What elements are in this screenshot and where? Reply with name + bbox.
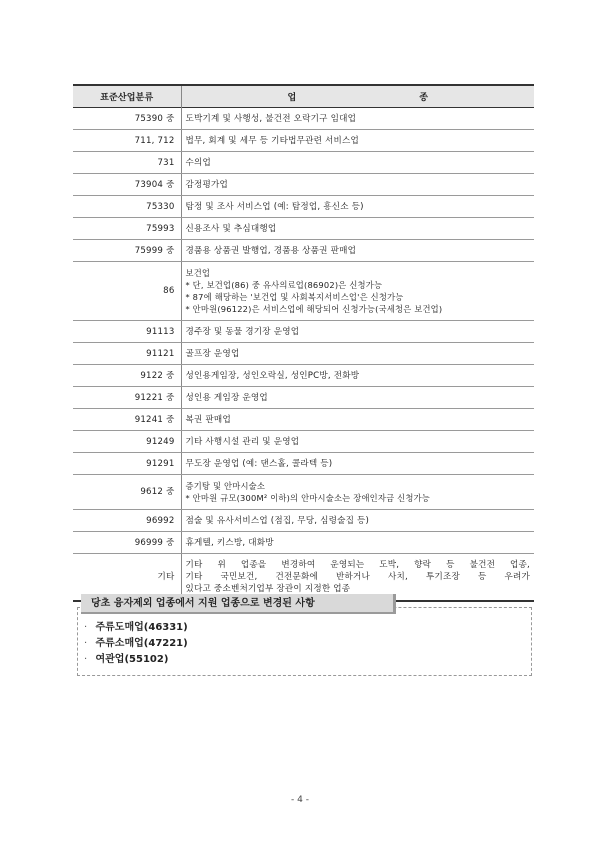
page-number: - 4 - [291, 795, 309, 805]
row-note: * 단, 보건업(86) 중 유사의료업(86902)은 신청가능 [185, 280, 383, 290]
table-header-row [73, 85, 534, 108]
list-item [84, 636, 188, 652]
row-desc: 성인용게임장, 성인오락실, 성인PC방, 전화방 [181, 365, 534, 387]
row-code: 73904 중 [73, 174, 181, 196]
row-code: 86 [73, 262, 181, 321]
section-title: 당초 융자제외 업종에서 지원 업종으로 변경된 사항 [81, 594, 396, 614]
table-row [73, 409, 534, 431]
row-desc: 성인용 게임장 운영업 [181, 387, 534, 409]
row-desc: 경품용 상품권 발행업, 경품용 상품권 판매업 [181, 240, 534, 262]
table-row [73, 218, 534, 240]
row-code: 75330 [73, 196, 181, 218]
table-row [73, 453, 534, 475]
row-code: 91249 [73, 431, 181, 453]
table-row [73, 510, 534, 532]
table-row [73, 196, 534, 218]
list-item-label: 여관업(55102) [95, 654, 169, 665]
table-row [73, 240, 534, 262]
row-note: * 87에 해당하는 '보건업 및 사회복지서비스업'은 신청가능 [185, 292, 404, 302]
row-desc: 휴게텔, 키스방, 대화방 [181, 532, 534, 554]
row-code: 96992 [73, 510, 181, 532]
row-code: 91121 [73, 343, 181, 365]
row-desc: 보건업 [185, 268, 211, 278]
table-row [73, 321, 534, 343]
row-desc: 증기탕 및 안마시술소 [185, 481, 266, 491]
table-row [73, 174, 534, 196]
row-code: 75993 [73, 218, 181, 240]
row-desc: 경주장 및 동물 경기장 운영업 [181, 321, 534, 343]
table-row [73, 262, 534, 321]
row-note: * 안마원(96122)은 서비스업에 해당되어 신청가능(국세청은 보건업) [185, 304, 443, 314]
row-desc: 법무, 회계 및 세무 등 기타법무관련 서비스업 [181, 130, 534, 152]
changed-items-list [84, 620, 188, 668]
list-item [84, 652, 188, 668]
row-code: 75390 중 [73, 108, 181, 130]
row-desc: 수의업 [181, 152, 534, 174]
table-row [73, 130, 534, 152]
bullet-icon: · [84, 654, 88, 665]
row-desc-cell [181, 475, 534, 510]
table-row [73, 365, 534, 387]
row-code: 기타 [73, 554, 181, 602]
row-code: 96999 중 [73, 532, 181, 554]
row-desc: 기타 사행시설 관리 및 운영업 [181, 431, 534, 453]
excluded-industry-table [73, 84, 534, 602]
table-row [73, 108, 534, 130]
row-desc: 골프장 운영업 [181, 343, 534, 365]
row-desc-line: 기타 위 업종을 변경하여 운영되는 도박, 향락 등 불건전 업종, [185, 560, 530, 570]
row-desc-cell [181, 262, 534, 321]
table-row [73, 343, 534, 365]
list-item [84, 620, 188, 636]
row-desc-line: 기타 국민보건, 건전문화에 반하거나 사치, 투기조장 등 우려가 [185, 572, 530, 582]
row-desc: 점술 및 유사서비스업 (점집, 무당, 심령술집 등) [181, 510, 534, 532]
row-code: 711, 712 [73, 130, 181, 152]
row-code: 91291 [73, 453, 181, 475]
row-code: 9122 중 [73, 365, 181, 387]
row-code: 91221 중 [73, 387, 181, 409]
row-desc: 무도장 운영업 (예: 댄스홀, 콜라텍 등) [181, 453, 534, 475]
bullet-icon: · [84, 622, 88, 633]
table-row [73, 532, 534, 554]
list-item-label: 주류도매업(46331) [95, 622, 188, 633]
changed-items-box [77, 607, 532, 676]
bullet-icon: · [84, 638, 88, 649]
header-code: 표준산업분류 [73, 85, 181, 108]
row-desc: 도박기계 및 사행성, 불건전 오락기구 임대업 [181, 108, 534, 130]
row-desc: 탐정 및 조사 서비스업 (예: 탐정업, 흥신소 등) [181, 196, 534, 218]
table-row [73, 387, 534, 409]
table-row [73, 152, 534, 174]
table-row [73, 431, 534, 453]
row-desc: 복권 판매업 [181, 409, 534, 431]
header-industry: 업 종 [181, 85, 534, 108]
row-code: 75999 중 [73, 240, 181, 262]
row-desc-line: 있다고 중소벤처기업부 장관이 지정한 업종 [185, 584, 351, 594]
row-code: 9612 중 [73, 475, 181, 510]
row-desc: 신용조사 및 추심대행업 [181, 218, 534, 240]
row-desc: 감정평가업 [181, 174, 534, 196]
table-row [73, 475, 534, 510]
list-item-label: 주류소매업(47221) [95, 638, 188, 649]
row-note: * 안마원 규모(300M² 이하)의 안마시술소는 장애인자금 신청가능 [185, 493, 431, 503]
row-code: 91113 [73, 321, 181, 343]
row-code: 731 [73, 152, 181, 174]
row-code: 91241 중 [73, 409, 181, 431]
